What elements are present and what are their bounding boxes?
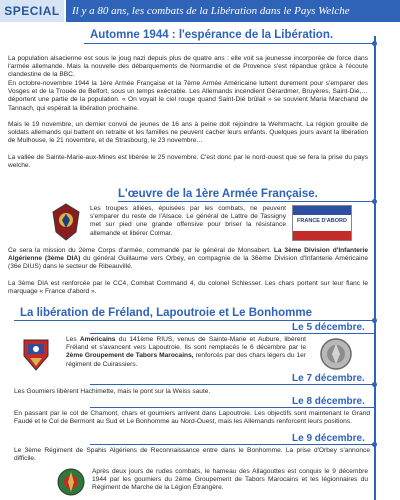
paragraph: En passant par le col de Chamont, chars et goumiers arrivent dans Lapoutroie. Les objectifs sont maintenant le Grand Faudé et le Col de Bermont au Sud et Le Bonhomme au Nord-Ouest, mais les Allemands renforcent leurs positions. [14,410,370,426]
tabors-insignia-icon [20,336,52,372]
timeline-line [374,36,376,500]
date-heading-8-dec: Le 8 décembre. [292,396,365,407]
section-underline [14,320,374,321]
paragraph: Ce sera la mission du 2ème Corps d'armée, commandé par le général de Monsabert. La 3ème Division d'Infanterie Algérienne (3ème DIA) du général Guillaume vers Orbey, en compagnie de la 36ème Division d'Infanterie Américaine (36e DIUS) dans le secteur de Ribeauvillé. [8,247,368,271]
date-heading-5-dec: Le 5 décembre. [292,322,365,333]
paragraph: Les Goumiers libèrent Hachimette, mais le pont sur la Weiss saute. [14,388,211,395]
paragraph: Les troupes alliées, épuisées par les combats, ne peuvent s'emparer du reste de l'Alsace. Le général de Lattre de Tassigny met sur pied une grande offensive pour briser la résistance allemande et libérer Colmar. [90,205,286,237]
paragraph: La population alsacienne est sous le joug nazi depuis plus de quatre ans : elle voit sa jeunesse incorporée de force dans l'armée allemande. Mais la nouvelle des débarquements de Normandie et de Provence s'est répandue grâce à l'écoute clandestine de la BBC. [8,55,368,79]
date-heading-7-dec: Le 7 décembre. [292,373,365,384]
paragraph: La 3ème DIA est renforcée par le CC4, Combat Command 4, du colonel Schlesser. Les chars portent sur leur flanc le marquage « France d'abord ». [8,280,368,296]
legion-insignia-icon [56,466,86,500]
france-dabord-flag [292,205,352,241]
timeline-dot [372,318,377,323]
date-underline [90,333,374,334]
paragraph: En octobre-novembre 1944 la 1ère Armée Française et la 7ème Armée Américaine luttent durement pour s'emparer des Vosges et de la Trouée de Belfort, sous un temps exécrable. Les Allemands incendient Gérardmer, Bruyères, Saint-Dié,… déportent une partie de la population. « On voyait le ciel rouge quand Saint-Dié brûlait » se souvient Maria Marchand de Tannach, qui espérait la libération prochaine. [8,80,368,112]
timeline-dot [372,442,377,447]
section-underline [84,43,374,44]
timeline-dot [372,382,377,387]
paragraph: La vallée de Sainte-Marie-aux-Mines est libérée le 25 novembre. C'est donc par le nord-ouest que se fera la prise du pays welche. [8,154,368,170]
timeline-dot [372,41,377,46]
timeline-dot [372,199,377,204]
regiment-insignia-icon [50,202,82,242]
date-underline [90,407,374,408]
paragraph: Le 3ème Régiment de Spahis Algériens de Reconnaissance entre dans le Bonhomme. La prise d'Orbey s'annonce difficile. [14,447,370,463]
section-title-first-army: L'œuvre de la 1ère Armée Française. [118,188,318,200]
paragraph: Après deux jours de rudes combats, le hameau des Allagouttes est conquis le 9 décembre 1944 par les goumiers du 2ème Groupement de Tabors Marocains et les légionnaires du Régiment de Marche de la Légion Étrangère. [92,468,368,492]
section-underline [118,201,374,202]
flag-label: FRANCE D'ABORD [297,218,347,224]
special-tag: SPECIAL [0,0,64,22]
date-underline [90,384,374,385]
cuirassiers-badge-icon [318,336,354,372]
header-bar [0,0,400,22]
date-heading-9-dec: Le 9 décembre. [292,433,365,444]
paragraph: Mais le 19 novembre, un dernier convoi de jeunes de 16 ans à peine doit rejoindre la Wehrmacht. La région grouille de soldats allemands qui battent en retraite et les familles ne peuvent cacher leurs enfants. Quelques jours avant la libération de Mulhouse, le 21 novembre, et de Strasbourg, le 23 novembre… [8,121,368,145]
section-title-autumn: Automne 1944 : l'espérance de la Libération. [90,29,334,41]
header-banner: Il y a 80 ans, les combats de la Libération dans le Pays Welche [66,0,400,22]
section-title-liberation: La libération de Fréland, Lapoutroie et Le Bonhomme [20,307,313,319]
paragraph: Les Américains du 141ème RIUS, venus de Sainte-Marie et Aubure, libèrent Fréland et s'avancent vers Lapoutroie. Ils sont remplacés le 6 décembre par le 2ème Groupement de Tabors Marocains, renforcés par des chars légers du 1er régiment de Cuirassiers. [66,336,306,368]
date-underline [90,444,374,445]
